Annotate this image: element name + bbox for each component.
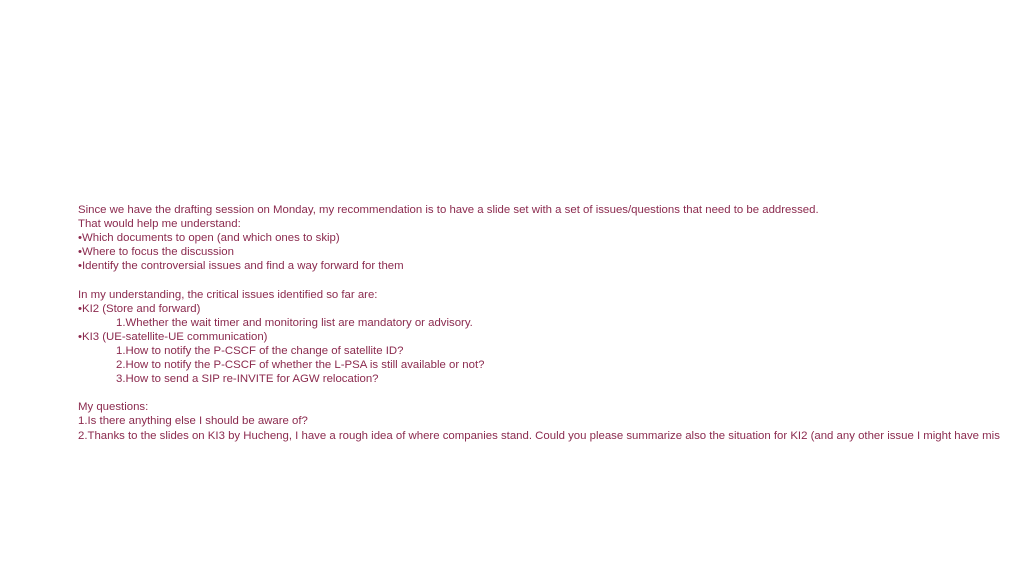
- question-item: 2.Thanks to the slides on KI3 by Hucheng, I have a rough idea of where companies stand. Could you please summarize also the situation for KI2 (and any other issue I might have mis: [78, 429, 1000, 442]
- intro-recommendation: Since we have the drafting session on Monday, my recommendation is to have a slide set with a set of issues/questions that need to be addressed.: [78, 204, 819, 216]
- spacer: [78, 386, 1024, 400]
- issues-heading: In my understanding, the critical issues identified so far are:: [78, 288, 378, 301]
- ki2-bullet: •KI2 (Store and forward): [78, 302, 201, 315]
- slide-text-body: [78, 203, 1024, 443]
- intro-bullet-controversial: •Identify the controversial issues and find a way forward for them: [78, 260, 404, 273]
- ki3-item: 3.How to send a SIP re-INVITE for AGW relocation?: [116, 373, 379, 386]
- ki2-item: 1.Whether the wait timer and monitoring list are mandatory or advisory.: [116, 316, 473, 329]
- intro-bullet-focus: •Where to focus the discussion: [78, 246, 234, 259]
- intro-bullet-documents: •Which documents to open (and which ones to skip): [78, 232, 340, 245]
- question-item: 1.Is there anything else I should be aware of?: [78, 415, 308, 428]
- questions-heading: My questions:: [78, 401, 149, 414]
- spacer: [78, 273, 1024, 287]
- ki3-item: 2.How to notify the P-CSCF of whether the L-PSA is still available or not?: [116, 359, 485, 372]
- intro-help-line: That would help me understand:: [78, 218, 241, 231]
- ki3-bullet: •KI3 (UE-satellite-UE communication): [78, 330, 268, 343]
- ki3-item: 1.How to notify the P-CSCF of the change of satellite ID?: [116, 344, 404, 357]
